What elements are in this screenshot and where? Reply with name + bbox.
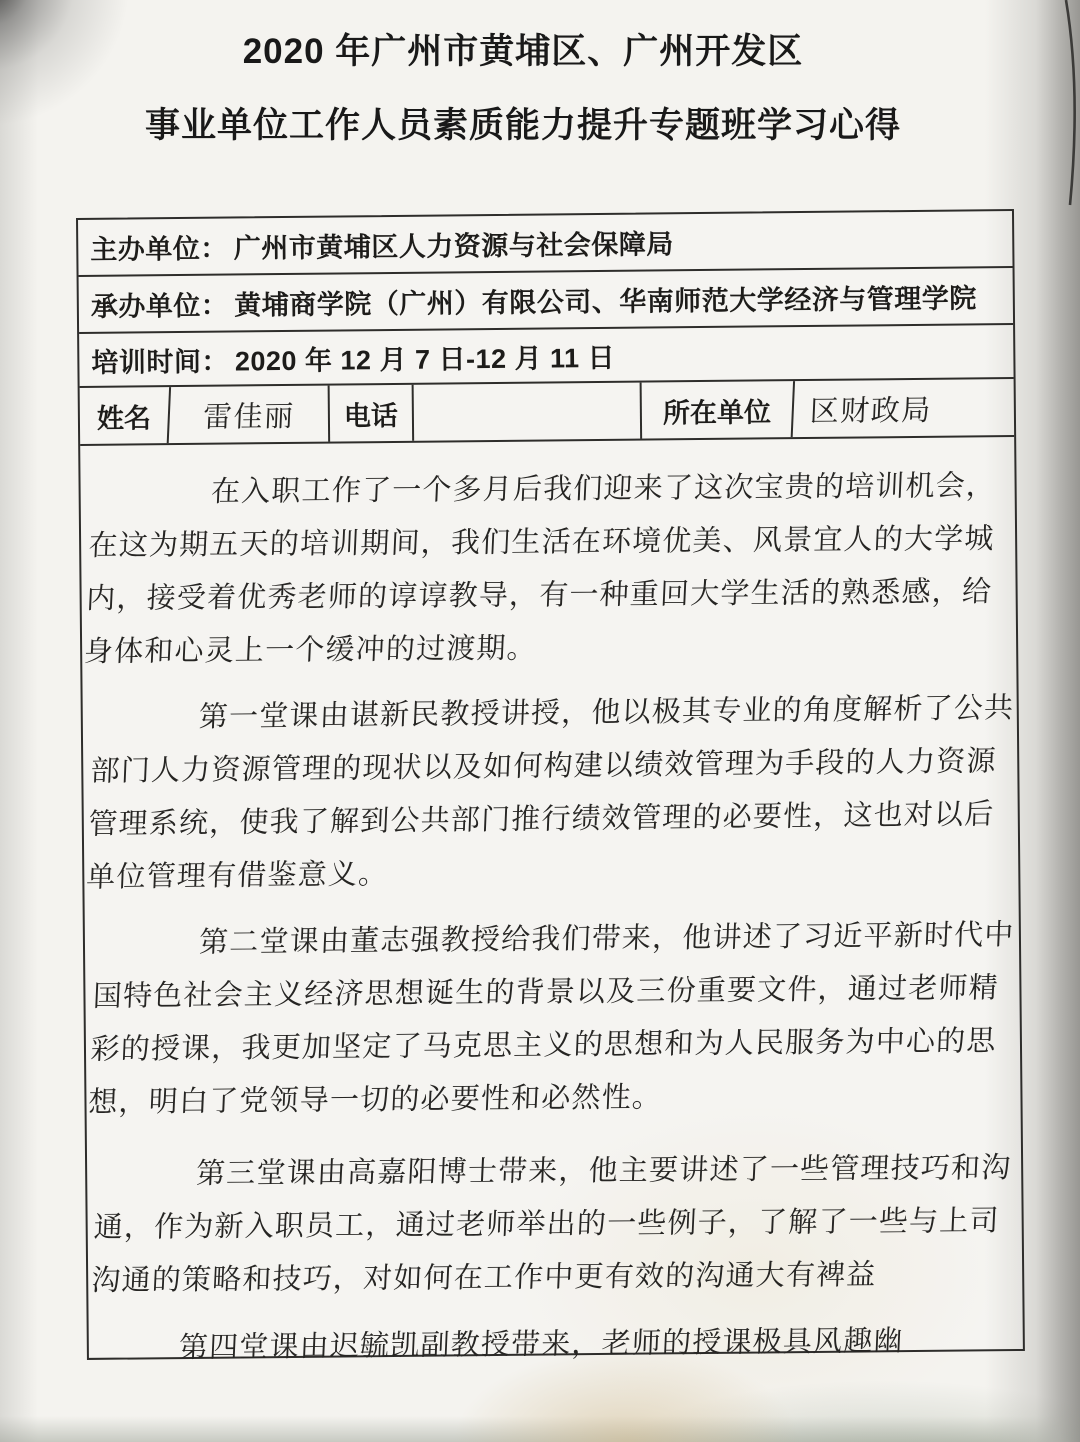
row-undertaker (79, 268, 1014, 334)
unit-value-handwritten: 区财政局 (791, 379, 1015, 437)
name-value-handwritten: 雷佳丽 (167, 386, 329, 444)
row-training-time (79, 325, 1013, 388)
row-personal-info (80, 379, 1015, 446)
organizer-value: 广州市黄埔区人力资源与社会保障局 (233, 229, 674, 264)
title-line-2: 事业单位工作人员素质能力提升专题班学习心得 (144, 106, 901, 145)
essay-paragraph-3: 第二堂课由董志强教授给我们带来，他讲述了习近平新时代中国特色社会主义经济思想诞生的背景以及三份重要文件，通过老师精彩的授课，我更加坚定了马克思主义的思想和为人民服务为中心的思想，明白了党领导一切的必要性和必然性。 (87, 919, 1016, 1119)
unit-label: 所在单位 (640, 381, 793, 438)
name-label: 姓名 (96, 402, 152, 434)
phone-value-empty (412, 383, 641, 441)
training-time-value: 2020 年 12 月 7 日-12 月 11 日 (234, 342, 616, 376)
phone-label: 电话 (328, 385, 413, 442)
training-time-label: 培训时间： (91, 346, 230, 378)
essay-paragraph-1: 在入职工作了一个多月后我们迎来了这次宝贵的培训机会，在这为期五天的培训期间，我们生活在环境优美、风景宜人的大学城内，接受着优秀老师的谆谆教导，有一种重回大学生活的熟悉感，给身体和心灵上一个缓冲的过渡期。 (83, 469, 997, 669)
essay-paragraph-4: 第三堂课由高嘉阳博士带来，他主要讲述了一些管理技巧和沟通，作为新入职员工，通过老师举出的一些例子，了解了一些与上司沟通的策略和技巧，对如何在工作中更有效的沟通大有裨益 (90, 1152, 1013, 1297)
undertaker-label: 承办单位： (90, 290, 229, 322)
row-organizer (78, 211, 1013, 277)
title-line-1: 2020 年广州市黄埔区、广州开发区 (242, 32, 804, 71)
essay-content-cell (80, 437, 1023, 1365)
essay-paragraph-2: 第一堂课由谌新民教授讲授，他以极其专业的角度解析了公共部门人力资源管理的现状以及如何构建以绩效管理为手段的人力资源管理系统，使我了解到公共部门推行绩效管理的必要性，这也对以后单位管理有借鉴意义。 (85, 692, 1015, 894)
undertaker-value: 黄埔商学院（广州）有限公司、华南师范大学经济与管理学院 (234, 283, 977, 321)
document-title (0, 24, 1046, 148)
training-form-table (76, 209, 1025, 1365)
essay-paragraph-5: 第四堂课由迟毓凯副教授带来，老师的授课极具风趣幽 (178, 1325, 905, 1365)
organizer-label: 主办单位： (90, 233, 228, 265)
